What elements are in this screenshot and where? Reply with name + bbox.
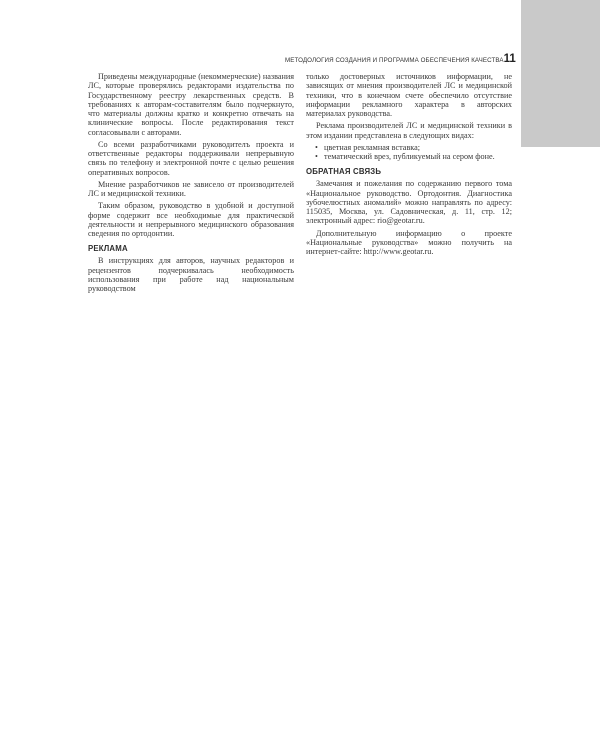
paragraph: только достоверных источников информации, не зависящих от мнения производителей ЛС и медицинской техники, что в конечном счете обеспечило отсутствие информации рекламного характера в авторских материалах руководства. (306, 72, 512, 118)
bullet-list (306, 143, 512, 162)
running-title: МЕТОДОЛОГИЯ СОЗДАНИЯ И ПРОГРАММА ОБЕСПЕЧЕНИЯ КАЧЕСТВА (285, 57, 504, 64)
list-item-text: цветная рекламная вставка; (324, 142, 421, 152)
left-column (88, 72, 294, 296)
bullet-icon: • (315, 142, 318, 152)
running-header (285, 53, 516, 65)
paragraph: В инструкциях для авторов, научных редакторов и рецензентов подчеркивалась необходимость использования при работе над национальным руководством (88, 256, 294, 293)
paragraph: Мнение разработчиков не зависело от производителей ЛС и медицинской техники. (88, 179, 294, 198)
page-number: 11 (503, 53, 516, 65)
section-heading-reklama: РЕКЛАМА (88, 244, 128, 254)
paragraph: Со всеми разработчиками руководителъ проекта и ответственные редакторы поддерживали непрерывную связь по телефону и электронной почте с целью решения оперативных вопросов. (88, 139, 294, 177)
paragraph: Замечания и пожелания по содержанию первого тома «Национальное руководство. Ортодонтия. Диагностика зубочелюстных аномалий» можно направлять по адресу: 115035, Москва, ул. Садовническая, д. 11, стр. 12; электронный адрес: rio@geotar.ru. (306, 179, 512, 226)
list-item-text: тематический врез, публикуемый на сером фоне. (324, 152, 495, 161)
section-heading-feedback: ОБРАТНАЯ СВЯЗЬ (306, 167, 382, 177)
list-item (306, 152, 512, 161)
bullet-icon: • (315, 152, 318, 161)
right-column (306, 72, 512, 259)
list-item (306, 143, 512, 152)
paragraph: Реклама производителей ЛС и медицинской техники в этом издании представлена в следующих видах: (306, 121, 512, 140)
paragraph: Таким образом, руководство в удобной и доступной форме содержит все необходимые для практической деятельности и непрерывного медицинского образования сведения по ортодонтии. (88, 201, 294, 238)
paragraph: Приведены международные (некоммерческие) названия ЛС, которые проверялись редакторами издательства по Государственному реестру лекарственных средств. В требованиях к авторам-составителям было подчеркнуто, что материалы должны кратко и конкретно отвечать на клинические вопросы. После редактирования текст согласовывали с авторами. (88, 72, 294, 137)
paragraph: Дополнительную информацию о проекте «Национальные руководства» можно получить на интернет-сайте: http://www.geotar.ru. (306, 228, 512, 256)
chapter-side-tab (521, 0, 600, 147)
